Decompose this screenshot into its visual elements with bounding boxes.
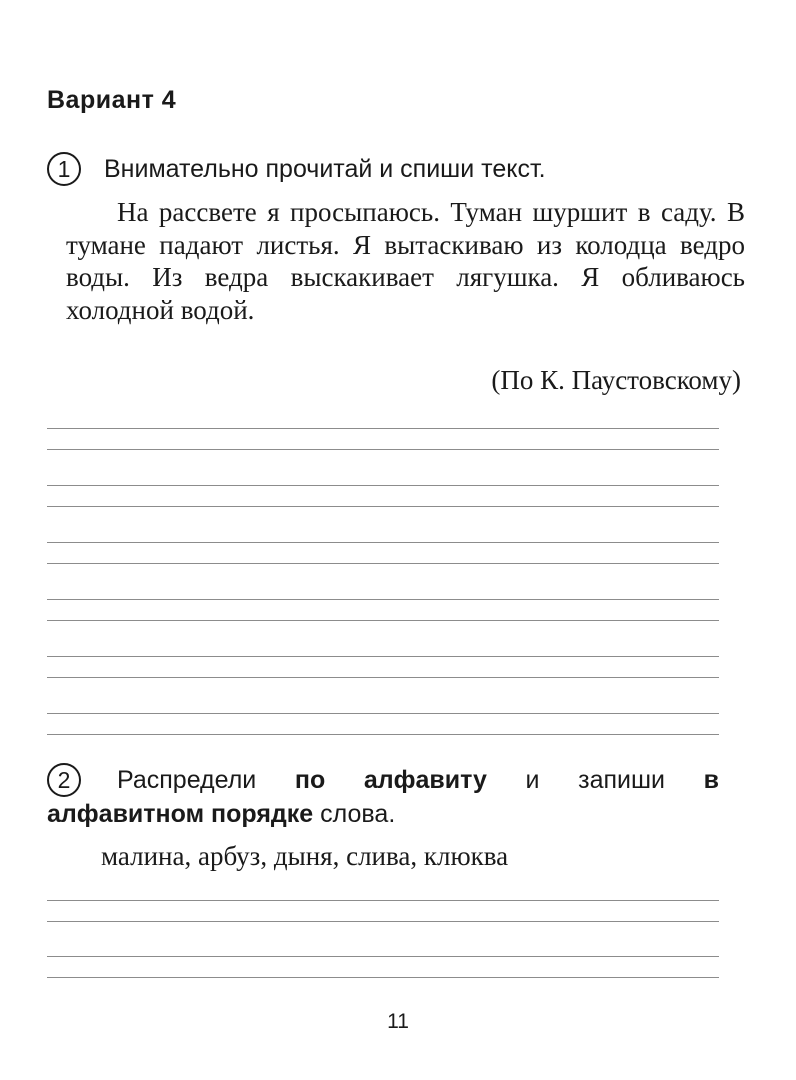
task-2-number-badge: 2 <box>47 763 81 797</box>
writing-line-pair[interactable] <box>47 599 719 621</box>
variant-title: Вариант 4 <box>47 86 177 114</box>
page-number: 11 <box>387 1010 409 1033</box>
writing-line-pair[interactable] <box>47 656 719 678</box>
writing-line-pair[interactable] <box>47 428 719 450</box>
writing-line-pair[interactable] <box>47 900 719 922</box>
task-1-attribution: (По К. Паустовскому) <box>491 365 741 395</box>
writing-line-pair[interactable] <box>47 713 719 735</box>
task-1-number-badge: 1 <box>47 152 81 186</box>
writing-line-pair[interactable] <box>47 542 719 564</box>
task-1-passage: На рассвете я просыпаюсь. Туман шуршит в саду. В тумане падают листья. Я вытаскиваю из колодца ведро воды. Из ведра выскакивает лягушка. Я обливаюсь холодной водой. <box>66 197 745 325</box>
task-2-instruction-emphasis: в алфавитном порядке <box>47 766 719 828</box>
task-2-instruction-text: и запиши <box>486 766 704 794</box>
task-2-word-list: малина, арбуз, дыня, слива, клюква <box>101 841 509 871</box>
task-2-instruction <box>47 763 719 831</box>
writing-line-pair[interactable] <box>47 956 719 978</box>
writing-line-pair[interactable] <box>47 485 719 507</box>
task-1-instruction: Внимательно прочитай и спиши текст. <box>104 155 546 183</box>
task-2-instruction-text: слова. <box>313 800 396 828</box>
task-2-instruction-emphasis: по алфавиту <box>294 766 487 794</box>
task-2-instruction-text: Распредели <box>117 766 295 794</box>
